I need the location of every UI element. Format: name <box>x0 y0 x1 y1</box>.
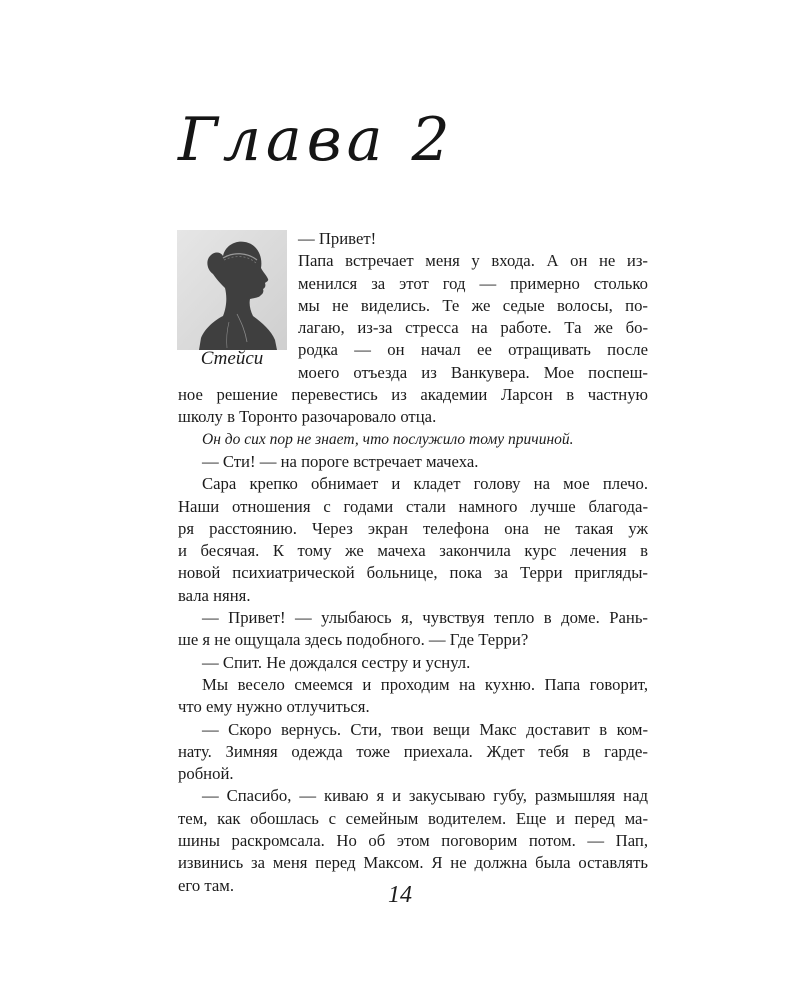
text-line: родка — он начал ее отращивать после <box>298 340 648 360</box>
text-line: ря расстоянию. Через экран телефона она не такая уж <box>178 518 648 538</box>
text-line: тем, как обошлась с семейным водителем. Еще и перед ма- <box>178 808 648 828</box>
text-line: нату. Зимняя одежда тоже приехала. Ждет тебя в гарде- <box>178 741 648 761</box>
page-number: 14 <box>388 882 412 908</box>
text-line: — Спасибо, — киваю я и закусываю губу, размышляя над <box>202 786 648 806</box>
text-line: что ему нужно отлучиться. <box>178 697 370 717</box>
text-line: и бесячая. К тому же мачеха закончила курс лечения в <box>178 541 648 561</box>
portrait-caption: Стейси <box>200 348 264 369</box>
text-line: — Привет! — улыбаюсь я, чувствуя тепло в доме. Рань- <box>202 608 648 628</box>
text-line: извинись за меня перед Максом. Я не должна была оставлять <box>178 853 648 873</box>
text-line: моего отъезда из Ванкувера. Мое поспеш- <box>298 362 648 382</box>
text-line: — Сти! — на пороге встречает мачеха. <box>202 451 479 471</box>
chapter-title: Глава 2 <box>178 105 455 175</box>
text-line: — Спит. Не дождался сестру и уснул. <box>202 652 471 672</box>
text-line: робной. <box>178 764 234 784</box>
text-line: Папа встречает меня у входа. А он не из- <box>298 251 648 271</box>
text-line: менился за этот год — примерно столько <box>298 273 648 293</box>
text-line: лагаю, из-за стресса на работе. Та же бо- <box>298 318 648 338</box>
text-line: вала няня. <box>178 585 251 605</box>
text-line: школу в Торонто разочаровало отца. <box>178 407 437 427</box>
text-line: шины раскромсала. Но об этом поговорим потом. — Пап, <box>178 831 648 851</box>
text-line: — Скоро вернусь. Сти, твои вещи Макс доставит в ком- <box>202 719 648 739</box>
text-line: его там. <box>178 875 234 895</box>
text-line: мы не виделись. Те же седые волосы, по- <box>298 295 648 315</box>
italic-thought-line: Он до сих пор не знает, что послужило тому причиной. <box>202 430 574 448</box>
text-line: — Привет! <box>298 229 377 248</box>
text-line: Мы весело смеемся и проходим на кухню. Папа говорит, <box>202 674 648 694</box>
text-line: Наши отношения с годами стали намного лучше благода- <box>178 496 648 516</box>
chapter-text <box>178 228 648 897</box>
text-line: ше я не ощущала здесь подобного. — Где Терри? <box>178 630 529 650</box>
text-line: новой психиатрической больнице, пока за Терри пригляды- <box>178 563 648 583</box>
text-line: ное решение перевестись из академии Ларсон в частную <box>178 385 648 405</box>
text-line: Сара крепко обнимает и кладет голову на мое плечо. <box>202 474 648 494</box>
